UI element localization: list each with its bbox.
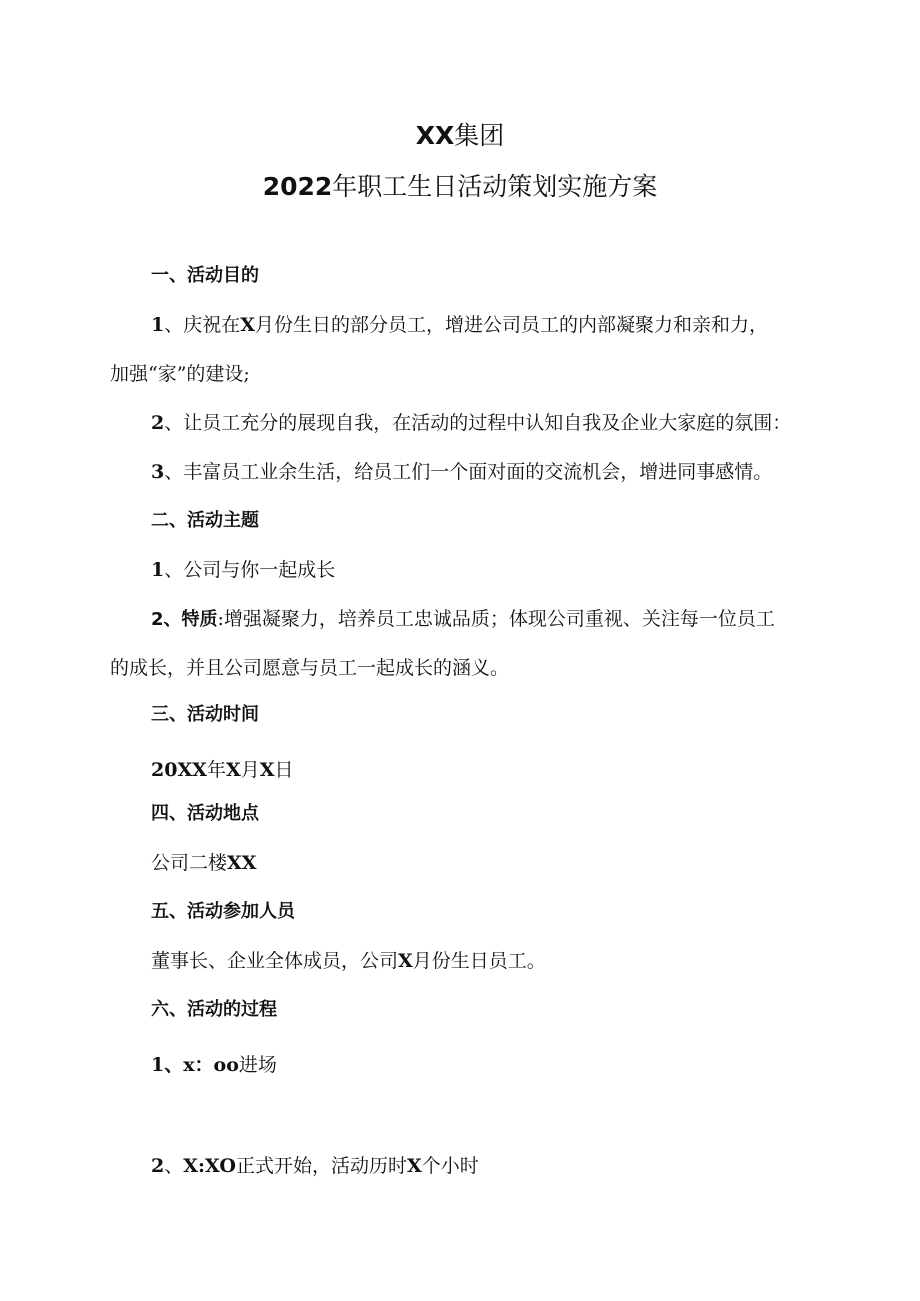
date-day-unit: 日 (274, 759, 294, 781)
title-plan-text: 年职工生日活动策划实施方案 (332, 172, 658, 201)
section-heading-purpose: 一、活动目的 (151, 265, 259, 286)
purpose-item-1-x: X (240, 314, 255, 336)
section-heading-location: 四、活动地点 (151, 803, 259, 824)
theme-item-1-text: 、公司与你一起成长 (164, 559, 336, 581)
purpose-item-1-text-b: 月份生日的部分员工，增进公司员工的内部凝聚力和亲和力， (255, 314, 769, 336)
item-number: 3 (151, 461, 165, 483)
process-step-2-text-a: 正式开始，活动历时 (235, 1155, 407, 1177)
doc-title-plan (0, 167, 920, 203)
section-heading-process: 六、活动的过程 (151, 999, 277, 1020)
process-step-2-text-b: 个小时 (421, 1155, 479, 1177)
theme-item-2-text: :增强凝聚力，培养员工忠诚品质；体现公司重视、关注每一位员工 (217, 608, 775, 630)
date-year-unit: 年 (206, 759, 226, 781)
purpose-item-3 (151, 459, 772, 485)
participants-text-b: 月份生日员工。 (412, 950, 546, 972)
date-day: X (259, 759, 275, 781)
section-heading-theme: 二、活动主题 (151, 510, 259, 531)
date-month-unit: 月 (240, 759, 260, 781)
theme-item-2 (151, 606, 775, 633)
event-location (151, 850, 257, 876)
date-month: X (225, 759, 241, 781)
process-step-2 (151, 1153, 479, 1179)
location-room: XX (227, 852, 257, 874)
participants-month: X (398, 950, 413, 972)
doc-title-company (0, 116, 920, 152)
event-date (151, 757, 293, 783)
purpose-item-1-continued: 加强“家”的建设; (110, 363, 250, 385)
purpose-item-1-text-a: 、庆祝在 (164, 314, 241, 336)
item-number: 2 (151, 412, 165, 434)
title-company-code: XX (415, 121, 455, 150)
participants-text-a: 董事长、企业全体成员，公司 (151, 950, 399, 972)
item-number: 1 (151, 314, 165, 336)
date-year: 20XX (151, 759, 207, 781)
title-company-suffix: 集团 (454, 121, 505, 150)
purpose-item-2-text: 、让员工充分的展现自我，在活动的过程中认知自我及企业大家庭的氛围： (164, 412, 792, 434)
process-step-1-time: 1、x：oo (151, 1054, 239, 1076)
process-step-2-time: X:XO (183, 1155, 236, 1177)
process-step-2-hours: X (406, 1155, 422, 1177)
location-text: 公司二楼 (151, 852, 228, 874)
purpose-item-2 (151, 410, 791, 436)
purpose-item-1 (151, 312, 768, 338)
process-step-1-text: 进场 (238, 1054, 277, 1076)
section-heading-participants: 五、活动参加人员 (151, 901, 295, 922)
purpose-item-3-text: 、丰富员工业余生活，给员工们一个面对面的交流机会，增进同事感情。 (164, 461, 773, 483)
process-step-1 (151, 1052, 277, 1078)
theme-item-2-continued: 的成长，并且公司愿意与员工一起成长的涵义。 (110, 657, 510, 679)
item-number: 1 (151, 559, 165, 581)
participants (151, 948, 546, 974)
theme-item-1 (151, 557, 335, 583)
item-number: 2 (151, 1155, 165, 1177)
theme-item-2-label: 2、特质 (151, 609, 218, 630)
title-year: 2022 (262, 172, 333, 201)
section-heading-time: 三、活动时间 (151, 704, 259, 725)
process-step-2-sep: 、 (164, 1155, 184, 1177)
